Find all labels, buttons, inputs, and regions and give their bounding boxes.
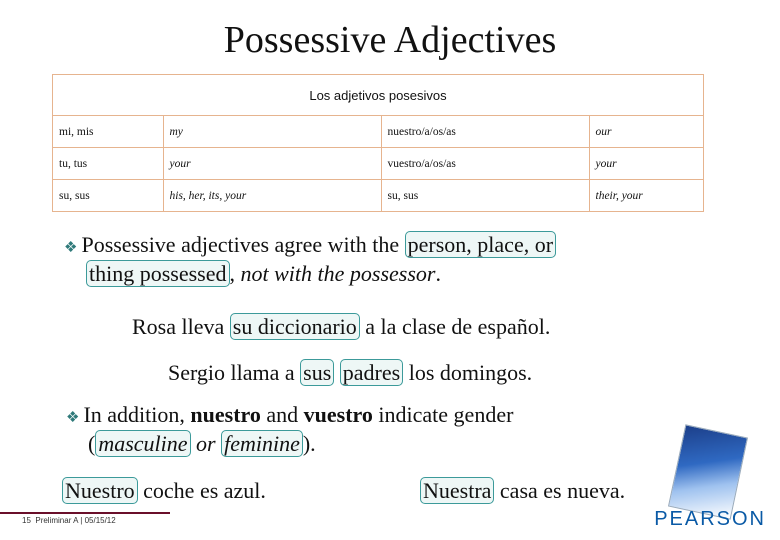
sentence-text: a la clase de español.	[365, 314, 551, 339]
highlight-box: sus	[300, 359, 334, 386]
bullet-gender	[66, 402, 666, 457]
example-sentence	[420, 478, 625, 504]
highlight-box: Nuestra	[420, 477, 494, 504]
table-cell: our	[589, 116, 703, 148]
bullet-text: and	[266, 402, 299, 427]
sentence-text: los domingos.	[408, 360, 533, 385]
bullet-text: or	[196, 431, 216, 456]
bullet-text-italic: not with the possessor	[240, 261, 436, 286]
highlight-box: thing possessed	[86, 260, 230, 287]
book-cover-image	[668, 424, 748, 519]
bullet-text: ).	[302, 431, 316, 456]
bullet-text: indicate gender	[378, 402, 514, 427]
table-cell: tu, tus	[53, 148, 163, 180]
highlight-box: Nuestro	[62, 477, 138, 504]
table-cell: your	[589, 148, 703, 180]
example-sentence	[132, 314, 550, 340]
table-cell: nuestro/a/os/as	[381, 116, 589, 148]
highlight-box: masculine	[95, 430, 190, 457]
table-cell: su, sus	[381, 180, 589, 212]
highlight-box: feminine	[221, 430, 303, 457]
table-cell: mi, mis	[53, 116, 163, 148]
bullet-text: (	[88, 431, 96, 456]
table-cell: your	[163, 148, 381, 180]
sentence-text: Sergio llama a	[168, 360, 295, 385]
page-number: 15	[22, 516, 31, 525]
sentence-text: casa es nueva.	[499, 478, 626, 503]
bullet-text: In addition,	[83, 402, 185, 427]
bullet-text: Possessive adjectives agree with the	[81, 232, 400, 257]
bullet-text: ,	[229, 261, 235, 286]
footer-info: Preliminar A | 05/15/12	[35, 516, 116, 525]
example-sentence	[168, 360, 532, 386]
highlight-box: person, place, or	[405, 231, 556, 258]
sentence-text: coche es azul.	[143, 478, 266, 503]
diamond-bullet-icon: ❖	[64, 240, 78, 256]
example-sentence	[62, 478, 266, 504]
table-row	[53, 148, 703, 180]
table-header: Los adjetivos posesivos	[53, 75, 703, 116]
sentence-text: Rosa lleva	[132, 314, 225, 339]
table-cell: su, sus	[53, 180, 163, 212]
possessive-table	[52, 74, 704, 212]
table-row	[53, 116, 703, 148]
slide-title: Possessive Adjectives	[223, 19, 557, 61]
table-row	[53, 180, 703, 212]
bold-term: nuestro	[190, 402, 261, 427]
table-cell: vuestro/a/os/as	[381, 148, 589, 180]
bullet-text: .	[435, 261, 441, 286]
table-cell: their, your	[595, 189, 643, 202]
slide-footer	[0, 512, 170, 540]
highlight-box: su diccionario	[230, 313, 360, 340]
diamond-bullet-icon: ❖	[66, 410, 80, 426]
table-cell: my	[163, 116, 381, 148]
highlight-box: padres	[340, 359, 403, 386]
bold-term: vuestro	[303, 402, 373, 427]
bullet-agreement	[64, 232, 704, 287]
pearson-logo: PEARSON	[654, 508, 766, 530]
table-cell: his, her, its, your	[163, 180, 381, 212]
